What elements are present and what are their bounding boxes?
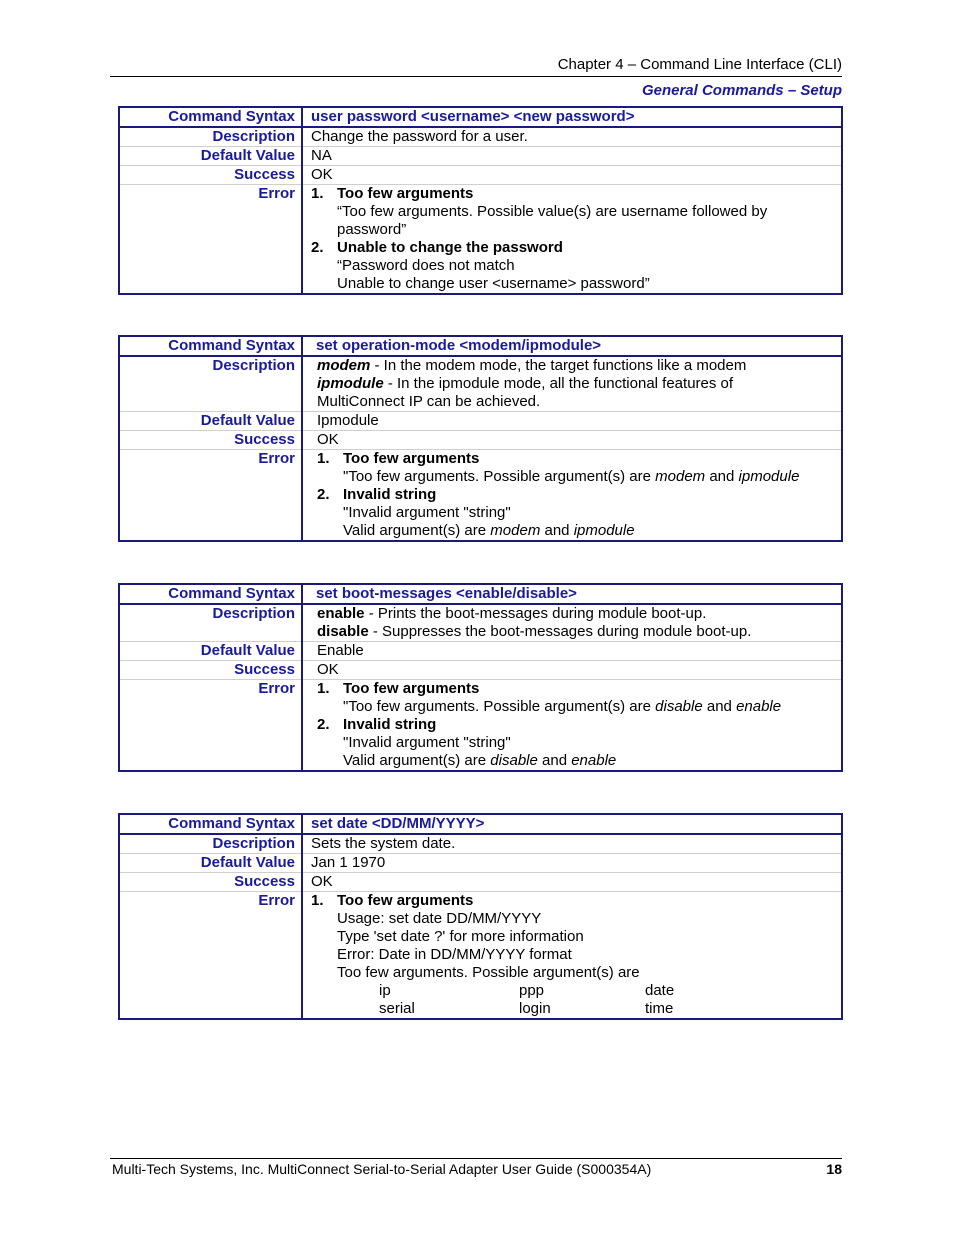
error-item-title: 1. Too few arguments [311, 185, 474, 202]
argument-row [311, 982, 835, 1000]
success-row [119, 873, 842, 892]
syntax-row [119, 814, 842, 834]
error-row [119, 892, 842, 1020]
command-table-set-date [118, 813, 843, 1020]
default-value: NA [302, 147, 842, 166]
error-value [302, 185, 842, 295]
default-row [119, 854, 842, 873]
description-row [119, 356, 842, 412]
argument-ppp: ppp [519, 982, 545, 999]
success-value: OK [302, 166, 842, 185]
default-value: Enable [302, 642, 842, 661]
syntax-value: user password <username> <new password> [302, 107, 842, 127]
success-value: OK [302, 661, 842, 680]
default-label: Default Value [119, 412, 302, 431]
error-value [302, 450, 842, 542]
error-row [119, 185, 842, 295]
syntax-row [119, 584, 842, 604]
error-label: Error [119, 680, 302, 772]
error-item-text: Error: Date in DD/MM/YYYY format [337, 946, 572, 963]
description-value: Sets the system date. [302, 834, 842, 854]
success-label: Success [119, 166, 302, 185]
error-item-text: "Too few arguments. Possible argument(s) are disable and enable [343, 698, 782, 715]
success-label: Success [119, 431, 302, 450]
error-item-text: "Invalid argument "string" [343, 734, 511, 751]
syntax-label: Command Syntax [119, 584, 302, 604]
error-item-text: password” [337, 221, 407, 238]
success-row [119, 166, 842, 185]
syntax-label: Command Syntax [119, 814, 302, 834]
success-value: OK [302, 431, 842, 450]
error-item-title: 2. Invalid string [317, 716, 437, 733]
error-value [302, 680, 842, 772]
error-item-text: Too few arguments. Possible argument(s) are [337, 964, 640, 981]
default-row [119, 147, 842, 166]
description-label: Description [119, 834, 302, 854]
error-item-title: 1. Too few arguments [311, 892, 474, 909]
description-value: enable - Prints the boot-messages during module boot-up. disable - Suppresses the boot-messages during module boot-up. [302, 604, 842, 642]
description-row [119, 604, 842, 642]
default-label: Default Value [119, 854, 302, 873]
error-item-text: Unable to change user <username> password” [337, 275, 650, 292]
header-section: General Commands – Setup [641, 82, 842, 99]
error-row [119, 450, 842, 542]
error-row [119, 680, 842, 772]
error-item-text: "Too few arguments. Possible argument(s) are modem and ipmodule [343, 468, 800, 485]
error-item-title: 2. Invalid string [317, 486, 437, 503]
command-table-operation-mode [118, 335, 843, 542]
command-table-boot-messages [118, 583, 843, 772]
default-value: Jan 1 1970 [302, 854, 842, 873]
footer-rule [110, 1158, 842, 1159]
error-item-text: "Invalid argument "string" [343, 504, 511, 521]
error-label: Error [119, 185, 302, 295]
page-number: 18 [826, 1161, 842, 1177]
syntax-label: Command Syntax [119, 336, 302, 356]
argument-time: time [645, 1000, 674, 1017]
command-table-user-password [118, 106, 843, 295]
argument-row [311, 1000, 835, 1018]
syntax-value: set boot-messages <enable/disable> [302, 584, 842, 604]
default-value: Ipmodule [302, 412, 842, 431]
default-row [119, 412, 842, 431]
success-row [119, 661, 842, 680]
default-label: Default Value [119, 147, 302, 166]
error-item-text: Valid argument(s) are disable and enable [343, 752, 617, 769]
argument-login: login [519, 1000, 551, 1017]
error-item-text: “Too few arguments. Possible value(s) are username followed by [337, 203, 768, 220]
syntax-row [119, 107, 842, 127]
error-item-title: 1. Too few arguments [317, 680, 480, 697]
error-item-text: Type 'set date ?' for more information [337, 928, 584, 945]
header-rule [110, 76, 842, 77]
error-value [302, 892, 842, 1020]
syntax-value: set operation-mode <modem/ipmodule> [302, 336, 842, 356]
error-item-title: 2. Unable to change the password [311, 239, 563, 256]
error-item-text: “Password does not match [337, 257, 515, 274]
argument-ip: ip [379, 982, 391, 999]
success-label: Success [119, 661, 302, 680]
description-label: Description [119, 356, 302, 412]
success-value: OK [302, 873, 842, 892]
description-label: Description [119, 127, 302, 147]
error-item-text: Valid argument(s) are modem and ipmodule [343, 522, 635, 539]
argument-serial: serial [379, 1000, 415, 1017]
header-chapter: Chapter 4 – Command Line Interface (CLI) [557, 56, 842, 73]
footer-text: Multi-Tech Systems, Inc. MultiConnect Serial-to-Serial Adapter User Guide (S000354A) [112, 1161, 652, 1177]
error-item-title: 1. Too few arguments [317, 450, 480, 467]
description-value: modem - In the modem mode, the target functions like a modem ipmodule - In the ipmodule mode, all the functional features of MultiConnect IP can be achieved. [302, 356, 842, 412]
default-row [119, 642, 842, 661]
error-label: Error [119, 450, 302, 542]
error-label: Error [119, 892, 302, 1020]
description-row [119, 834, 842, 854]
description-value: Change the password for a user. [302, 127, 842, 147]
default-label: Default Value [119, 642, 302, 661]
syntax-label: Command Syntax [119, 107, 302, 127]
description-label: Description [119, 604, 302, 642]
success-label: Success [119, 873, 302, 892]
argument-date: date [645, 982, 675, 999]
success-row [119, 431, 842, 450]
syntax-row [119, 336, 842, 356]
description-row [119, 127, 842, 147]
error-item-text: Usage: set date DD/MM/YYYY [337, 910, 542, 927]
syntax-value: set date <DD/MM/YYYY> [302, 814, 842, 834]
